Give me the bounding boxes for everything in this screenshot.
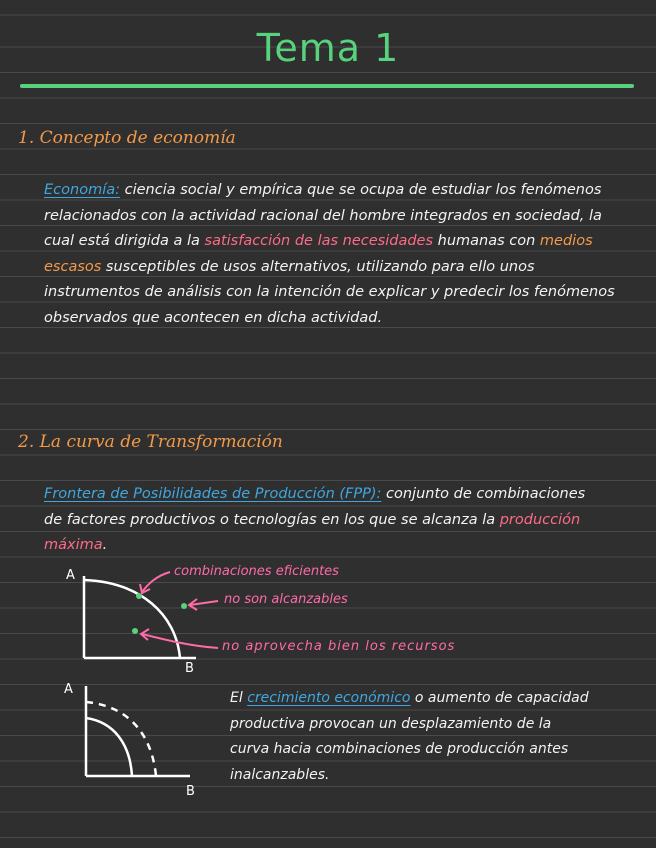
d2-text-a: El: [230, 690, 248, 706]
d1-y-label: A: [66, 568, 75, 583]
definition-text-b: humanas con: [433, 233, 540, 249]
d2-original-curve: [86, 718, 132, 776]
highlight-crecimiento: crecimiento económico: [247, 690, 411, 706]
definition-text-a: ciencia social y empírica que se ocupa de estudiar los fenómenos relacionados con la actividad racional del hombre integrados en sociedad, la cual está dirigida a la: [44, 182, 602, 249]
d2-text-b: o aumento de capacidad productiva provocan un desplazamiento de la curva hacia combinaciones de producción antes inalcanzables.: [230, 690, 589, 783]
d1-arrow-inefficient: [142, 634, 218, 648]
highlight-necesidades: satisfacción de las necesidades: [204, 233, 434, 249]
fpp-term: Frontera de Posibilidades de Producción (FPP):: [44, 486, 382, 502]
fpp-text-a: conjunto de combinaciones de factores productivos o tecnologías en los que se alcanza la: [44, 486, 586, 528]
d1-point-inefficient: [132, 628, 138, 634]
d1-annotation-unreachable: no son alcanzables: [224, 592, 348, 607]
d1-x-label: B: [185, 661, 194, 676]
d1-point-efficient: [136, 593, 142, 599]
d1-annotation-efficient: combinaciones eficientes: [174, 564, 339, 579]
d1-point-unreachable: [181, 603, 187, 609]
page-title: Tema 1: [256, 26, 400, 70]
definition-text-c: susceptibles de usos alternativos, utilizando para ello unos instrumentos de análisis con la intención de explicar y predecir los fenómenos observados que acontecen en dicha actividad.: [44, 258, 615, 326]
d1-annotation-inefficient: no aprovecha bien los recursos: [222, 639, 456, 654]
d1-frontier-curve: [84, 580, 180, 658]
section-1-heading: 1. Concepto de economía: [18, 128, 236, 148]
diagram-2-caption: [230, 686, 590, 788]
fpp-text-b: .: [102, 537, 108, 553]
highlight-produccion-maxima: producción máxima: [44, 511, 581, 553]
d2-y-label: A: [64, 682, 73, 697]
economia-term: Economía:: [44, 182, 120, 198]
d2-x-label: B: [186, 784, 195, 799]
d1-arrow-efficient: [142, 572, 170, 592]
highlight-medios-escasos: medios escasos: [44, 233, 593, 275]
section-2-heading: 2. La curva de Transformación: [18, 432, 283, 452]
